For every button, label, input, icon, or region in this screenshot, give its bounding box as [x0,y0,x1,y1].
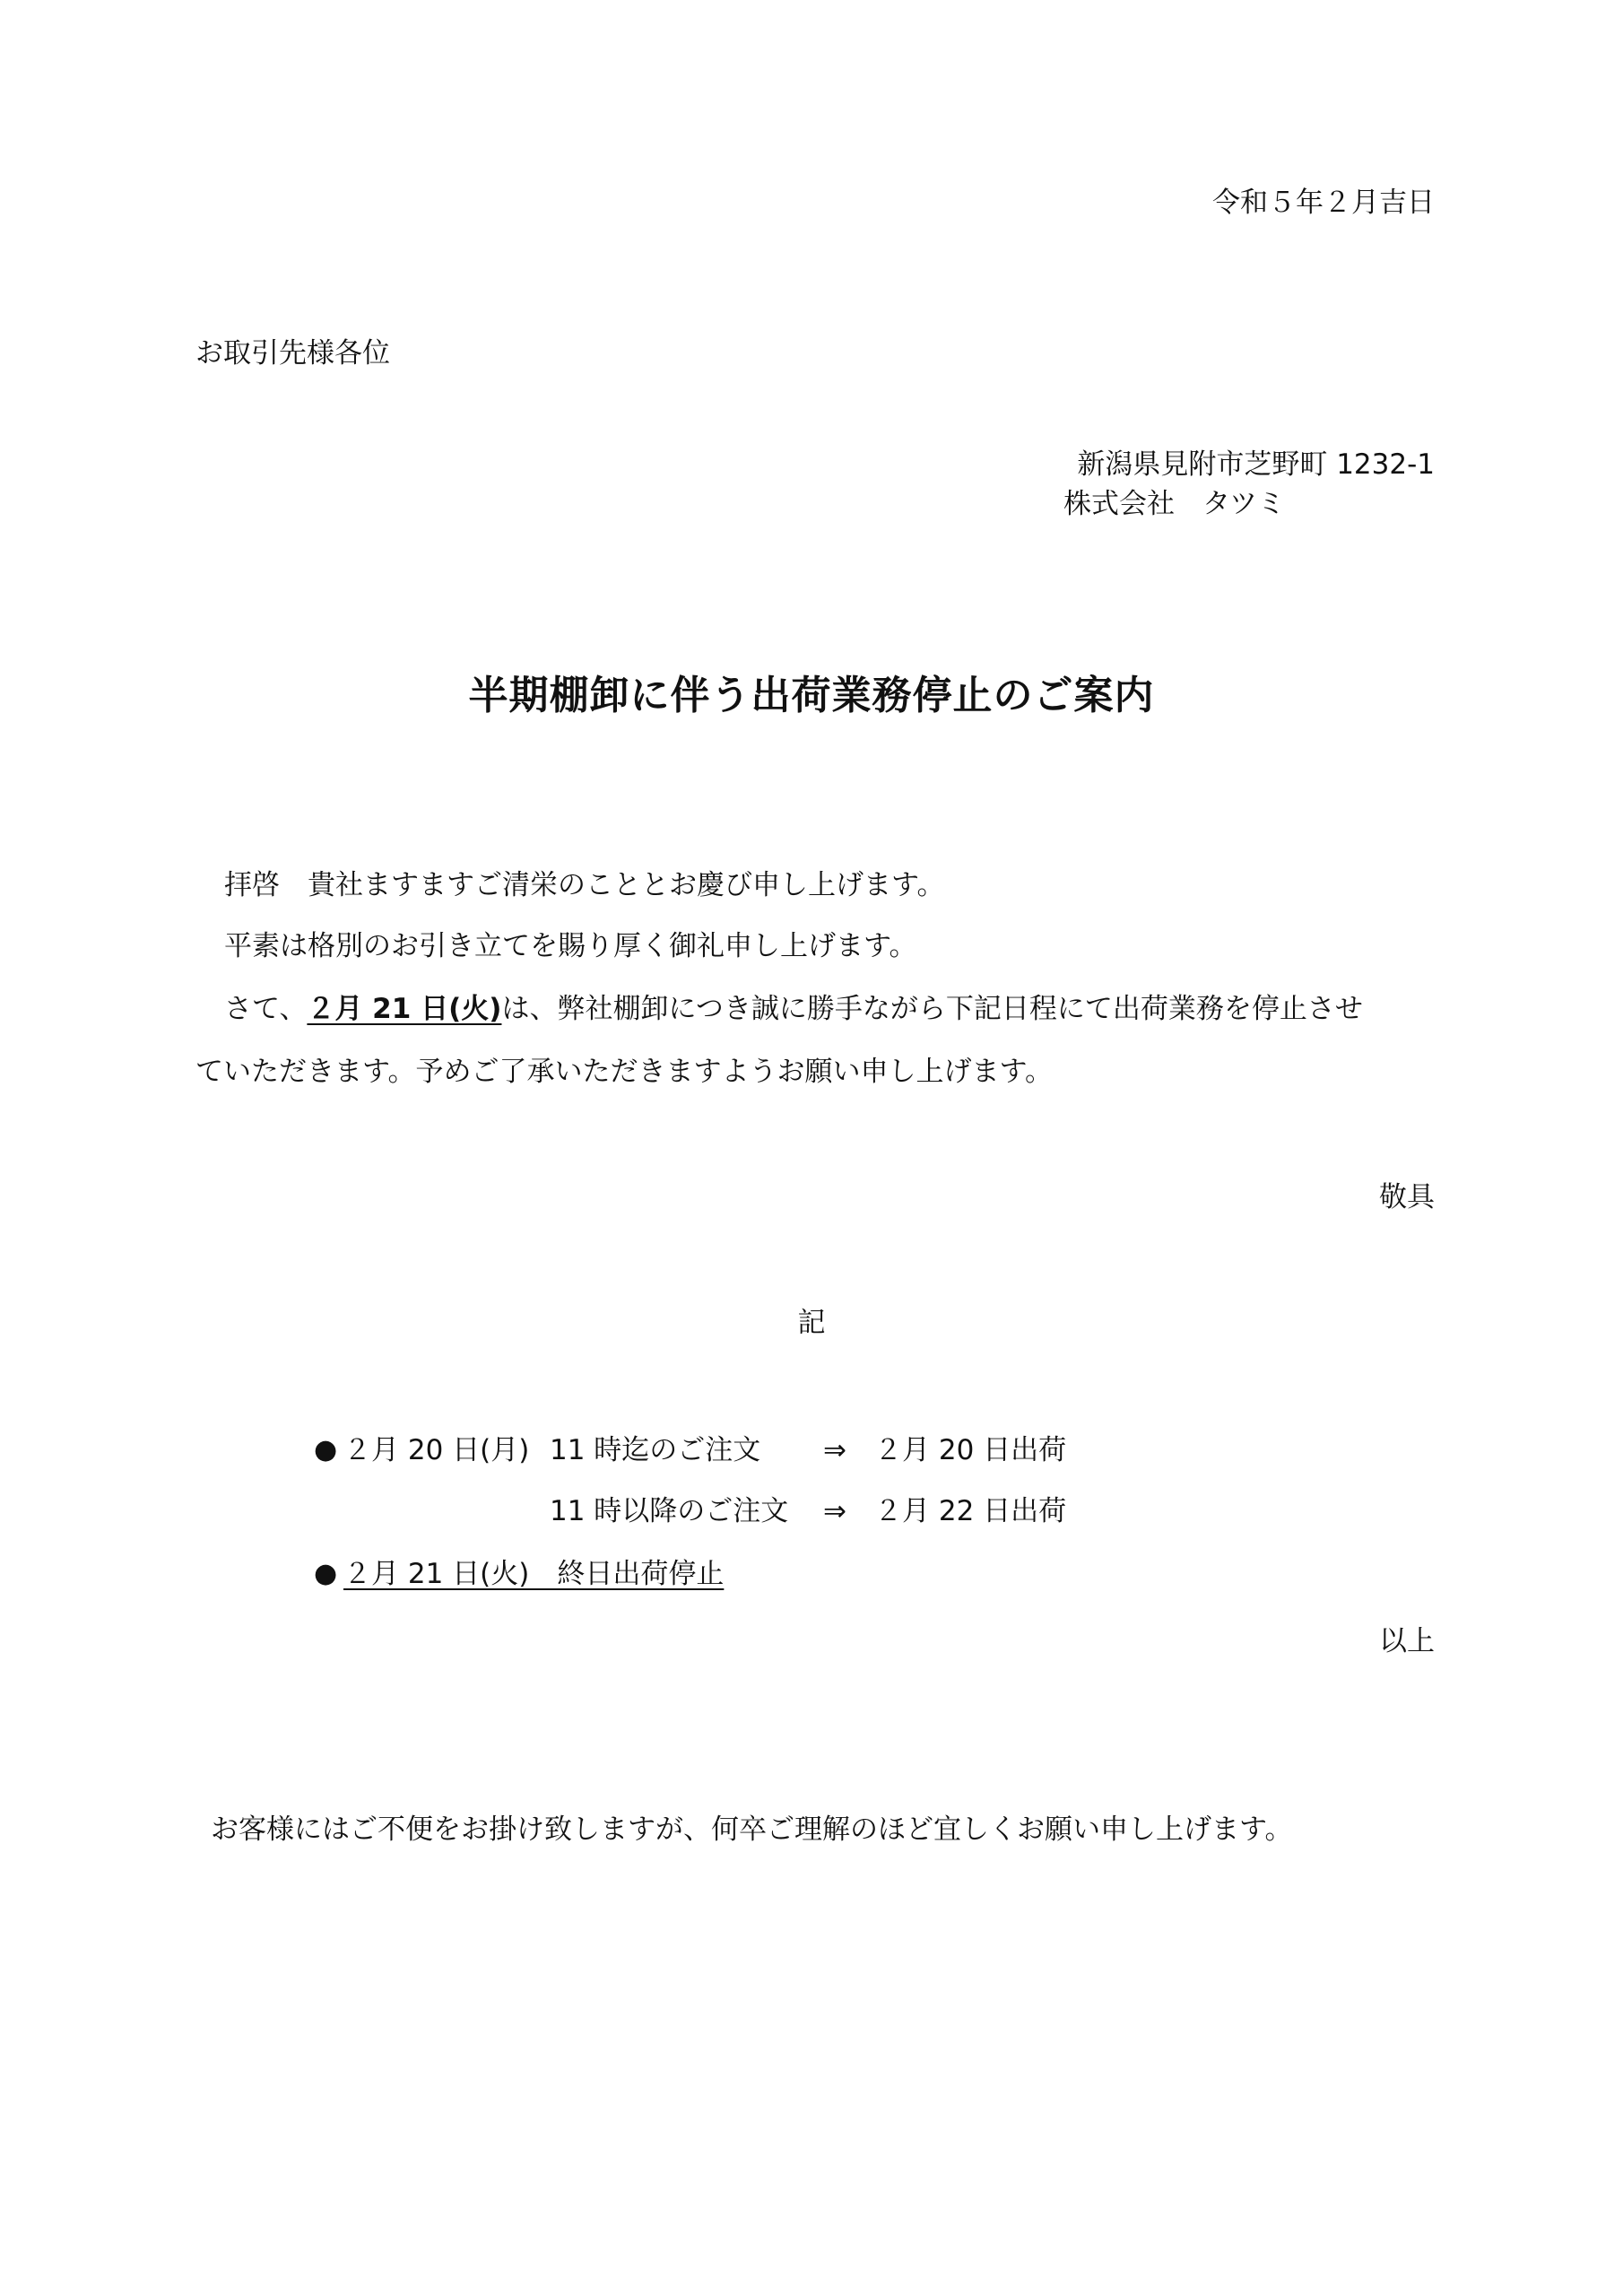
body-line-3 [224,991,1363,1027]
sender-company: 株式会社 タツミ [1063,488,1286,520]
body-line-4: ていただきます。予めご了承いただきますようお願い申し上げます。 [195,1056,1054,1088]
arrow-icon: ⇒ [823,1495,846,1527]
schedule-row1-time: 11 時迄のご注文 [550,1434,761,1466]
body-line-3-prefix: さて、 [224,993,308,1025]
ki-heading: 記 [797,1307,826,1339]
body-line-3-suffix: は、弊社棚卸につき誠に勝手ながら下記日程にて出荷業務を停止させ [501,993,1363,1025]
document-title: 半期棚卸に伴う出荷業務停止のご案内 [468,673,1155,718]
schedule-row2-ship: ２月 22 日出荷 [874,1495,1067,1527]
keigu-closing: 敬具 [1379,1181,1435,1213]
body-line-1: 拝啓 貴社ますますご清栄のこととお慶び申し上げます。 [224,869,945,901]
schedule-row2-time: 11 時以降のご注文 [550,1495,789,1527]
body-line-2: 平素は格別のお引き立てを賜り厚く御礼申し上げます。 [224,930,917,962]
closing-message: お客様にはご不便をお掛け致しますが、何卒ご理解のほど宜しくお願い申し上げます。 [211,1813,1293,1846]
schedule-row1-date: ２月 20 日(月) [343,1434,530,1466]
ijou-closing: 以上 [1379,1625,1435,1657]
bullet-icon: ● [314,1434,338,1465]
highlighted-stop-date: ２月 21 日(火) [307,993,502,1025]
arrow-icon: ⇒ [823,1434,846,1466]
recipient: お取引先様各位 [195,337,390,370]
schedule-row3-stop: ２月 21 日(火) 終日出荷停止 [343,1558,725,1590]
sender-address: 新潟県見附市芝野町 1232-1 [1077,448,1435,481]
bullet-icon: ● [314,1558,338,1589]
issue-date: 令和５年２月吉日 [1212,187,1435,219]
schedule-row1-ship: ２月 20 日出荷 [874,1434,1067,1466]
